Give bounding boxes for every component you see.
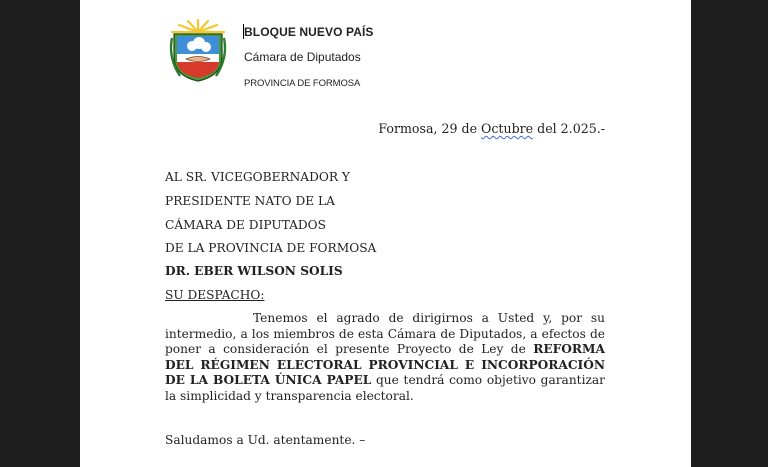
bloc-name: BLOQUE NUEVO PAÍS: [244, 25, 374, 39]
body-paragraph: [165, 311, 605, 404]
addressee-line-3: CÁMARA DE DIPUTADOS: [165, 218, 327, 232]
su-despacho: SU DESPACHO:: [165, 288, 265, 302]
chamber-name: Cámara de Diputados: [244, 50, 361, 64]
date-prefix: Formosa, 29 de: [378, 121, 482, 136]
date-suffix: del 2.025.-: [533, 121, 605, 136]
document-date: [378, 121, 605, 136]
bill-title: REFORMA DEL RÉGIMEN ELECTORAL PROVINCIAL E INCORPORACIÓN DE LA BOLETA ÚNICA PAPEL: [165, 342, 605, 387]
addressee-line-1: AL SR. VICEGOBERNADOR Y: [165, 170, 350, 184]
addressee-line-4: DE LA PROVINCIA DE FORMOSA: [165, 241, 377, 255]
addressee-line-2: PRESIDENTE NATO DE LA: [165, 194, 335, 208]
formosa-emblem-icon: [166, 18, 230, 84]
date-month: Octubre: [481, 121, 534, 136]
body-text-after: que tendrá como objetivo garantizar la simplicidad y transparencia electoral.: [165, 373, 605, 403]
document-page: [80, 0, 691, 467]
addressee-name: DR. EBER WILSON SOLIS: [165, 264, 343, 278]
closing-line: Saludamos a Ud. atentamente. –: [165, 433, 366, 447]
body-text-before: Tenemos el agrado de dirigirnos a Usted y, por su intermedio, a los miembros de esta Cámara de Diputados, a efectos de poner a consideración el presente Proyecto de Ley de: [165, 311, 605, 356]
province-name: PROVINCIA DE FORMOSA: [244, 78, 361, 89]
